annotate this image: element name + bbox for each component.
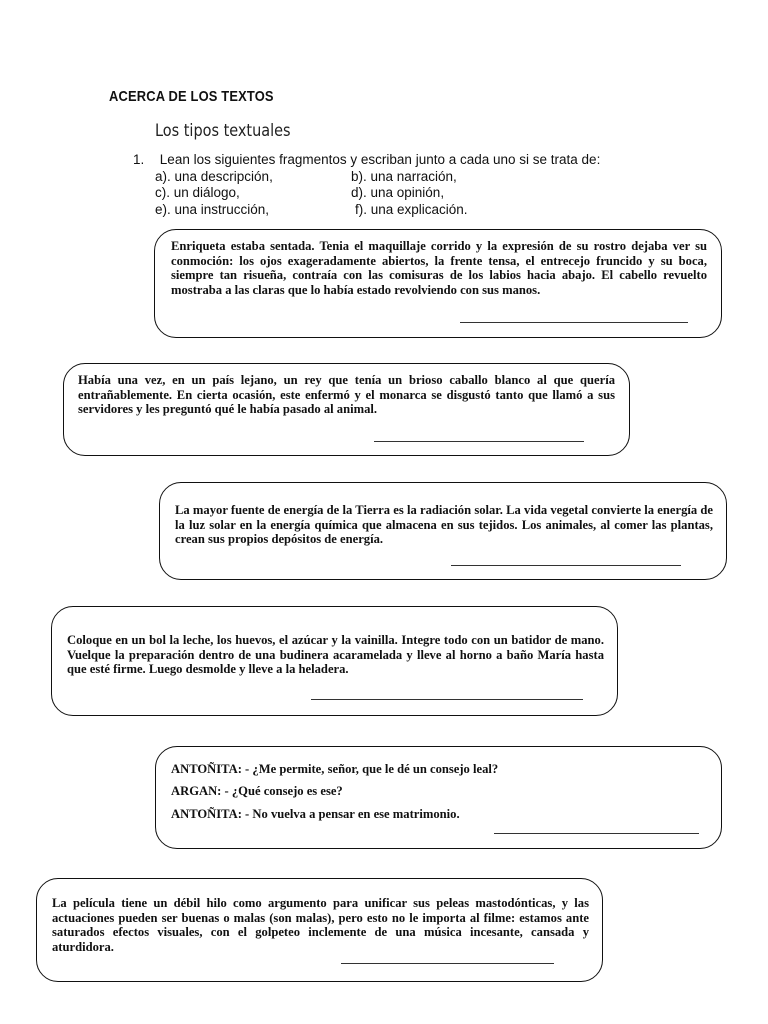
answer-line-1[interactable] bbox=[460, 322, 688, 323]
dialogue-line-3: ANTOÑITA: - No vuelva a pensar en ese matrimonio. bbox=[171, 807, 460, 821]
instruction bbox=[133, 152, 600, 167]
answer-line-3[interactable] bbox=[451, 565, 681, 566]
answer-line-6[interactable] bbox=[341, 963, 554, 964]
fragment-text-3: La mayor fuente de energía de la Tierra es la radiación solar. La vida vegetal convierte la energía de la luz solar en la energía química que almacena en sus tejidos. Los animales, al comer las plantas, crean sus propios depósitos de energía. bbox=[175, 503, 713, 546]
page-subtitle: Los tipos textuales bbox=[155, 121, 291, 141]
fragment-text-4: Coloque en un bol la leche, los huevos, el azúcar y la vainilla. Integre todo con un batidor de mano. Vuelque la preparación dentro de una budinera acaramelada y lleve al horno a baño María hasta que esté firme. Luego desmolde y lleve a la heladera. bbox=[67, 633, 604, 676]
answer-line-4[interactable] bbox=[311, 699, 583, 700]
instruction-text: Lean los siguientes fragmentos y escriban junto a cada uno si se trata de: bbox=[159, 152, 601, 167]
option-e: e). una instrucción, bbox=[155, 202, 270, 217]
fragment-text-6: La película tiene un débil hilo como argumento para unificar sus peleas mastodónticas, y las actuaciones pueden ser buenas o malas (son malas), pero esto no le importa al filme: estamos ante saturados efectos visuales, con el golpeteo inclemente de una música incesante, cansada y aturdidora. bbox=[52, 896, 589, 954]
option-a: a). una descripción, bbox=[155, 169, 273, 184]
fragment-box-2 bbox=[63, 363, 630, 456]
answer-line-5[interactable] bbox=[494, 833, 699, 834]
answer-line-2[interactable] bbox=[374, 441, 584, 442]
instruction-number: 1. bbox=[133, 152, 145, 167]
option-b: b). una narración, bbox=[351, 169, 457, 184]
dialogue-line-2: ARGAN: - ¿Qué consejo es ese? bbox=[171, 784, 343, 798]
dialogue-line-1: ANTOÑITA: - ¿Me permite, señor, que le dé un consejo leal? bbox=[171, 762, 499, 776]
fragment-box-6 bbox=[36, 878, 603, 982]
option-d: d). una opinión, bbox=[351, 185, 445, 200]
option-c: c). un diálogo, bbox=[155, 185, 240, 200]
fragment-text-2: Había una vez, en un país lejano, un rey que tenía un brioso caballo blanco al que quería entrañablemente. En cierta ocasión, este enfermó y el monarca se disgustó tanto que llamó a sus servidores y les preguntó qué le había pasado al animal. bbox=[78, 373, 615, 416]
fragment-text-1: Enriqueta estaba sentada. Tenia el maquillaje corrido y la expresión de su rostro dejaba ver su conmoción: los ojos exageradamente abiertos, la frente tensa, el entrecejo fruncido y su boca, siempre tan risueña, contraía con las comisuras de los labios hacia abajo. El cabello revuelto mostraba a las claras que lo había estado revolviendo con sus manos. bbox=[171, 239, 707, 297]
page-title: ACERCA DE LOS TEXTOS bbox=[109, 88, 274, 105]
option-f: f). una explicación. bbox=[355, 202, 468, 217]
